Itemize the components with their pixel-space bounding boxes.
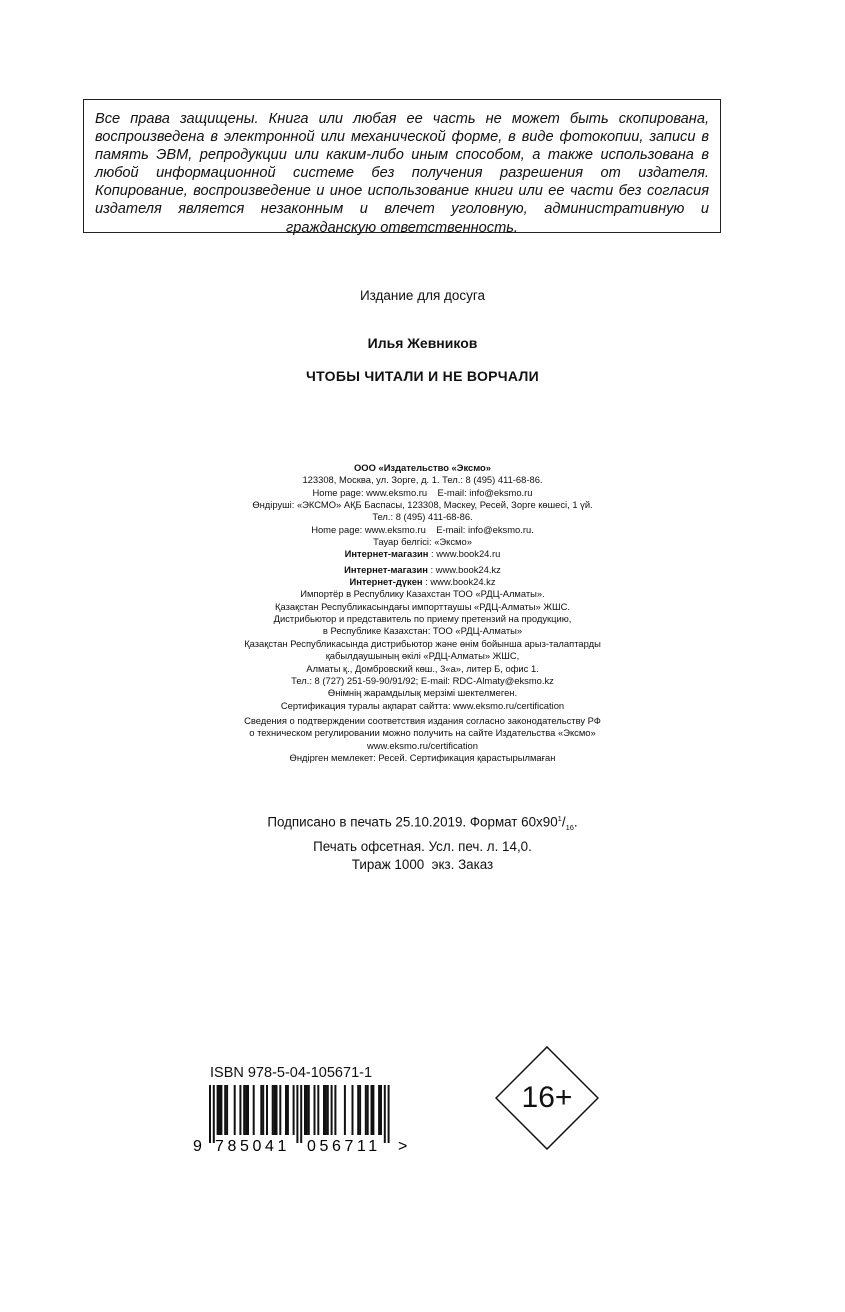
- barcode-bar: [243, 1085, 245, 1135]
- barcode-bar: [314, 1085, 316, 1135]
- barcode-guard-bar: [388, 1085, 390, 1143]
- online-shop-ru-value: : www.book24.ru: [428, 548, 501, 560]
- barcode-bar: [378, 1085, 380, 1135]
- barcode-first-digit: 9: [193, 1138, 202, 1155]
- barcode-guard-bar: [213, 1085, 215, 1143]
- print-info-line-3: Тираж 1000 экз. Заказ: [351, 857, 494, 873]
- barcode-bar: [306, 1085, 308, 1135]
- online-shop-kz2: [0, 576, 845, 588]
- edition-type: Издание для досуга: [359, 288, 486, 303]
- barcode-bar: [234, 1085, 236, 1135]
- barcode-bar: [274, 1085, 276, 1135]
- online-shop-kz2-label: Интернет-дүкен: [349, 576, 423, 588]
- barcode-bar: [272, 1085, 274, 1135]
- online-shop-kz-value: : www.book24.kz: [427, 563, 501, 575]
- online-shop-ru-label: Интернет-магазин: [344, 548, 429, 560]
- shelf-life: Өнімнің жарамдылық мерзімі шектелмеген.: [327, 687, 518, 699]
- barcode-bar: [266, 1085, 268, 1135]
- barcode-guard-bar: [384, 1085, 386, 1143]
- kz-producer: Өндіруші: «ЭКСМО» АҚБ Баспасы, 123308, Мәскеу, Ресей, Зорге көшесі, 1 үй.: [252, 499, 593, 511]
- barcode-bar: [279, 1085, 281, 1135]
- age-rating-label: 16+: [521, 1081, 573, 1114]
- barcode-bar: [334, 1085, 336, 1135]
- barcode-bar: [357, 1085, 359, 1135]
- copyright-notice: Все права защищены. Книга или любая ее часть не может быть скопирована, воспроизведена в электронной или механической форме, в виде фотокопии, записи в память ЭВМ, репродукции или каким-либо иным способом, а также использована в любой информационной системе без получения разрешения от издателя. Копирование, воспроизведение и иное использование книги или ее части без согласия издателя является незаконным и влечет уголовную, административную и гражданскую ответственность.: [95, 111, 709, 236]
- format-end: .: [573, 814, 578, 830]
- barcode-bar: [327, 1085, 329, 1135]
- copyright-notice-box: [83, 99, 721, 236]
- imprint-block: [0, 462, 845, 764]
- barcode-bar: [262, 1085, 264, 1135]
- trademark: Тауар белгісі: «Эксмо»: [373, 536, 472, 548]
- barcode-bar: [371, 1085, 373, 1135]
- print-info-line-1: [0, 810, 845, 838]
- barcode-bar: [331, 1085, 333, 1135]
- barcode-bar: [323, 1085, 325, 1135]
- barcode-bar: [367, 1085, 369, 1135]
- isbn-block: [193, 1065, 423, 1165]
- barcode-bar: [226, 1085, 228, 1135]
- isbn-label: ISBN 978-5-04-105671-1: [210, 1065, 373, 1081]
- distributor-kz-line-1: Қазақстан Республикасында дистрибьютор және өнім бойынша арыз-талаптарды: [244, 637, 601, 649]
- kz-phone: Тел.: 8 (495) 411-68-86.: [372, 511, 473, 523]
- barcode-bar: [253, 1085, 255, 1135]
- age-rating-badge: [495, 1046, 599, 1150]
- barcode-bar: [293, 1085, 295, 1135]
- barcode-guard-bar: [296, 1085, 298, 1143]
- barcode-bar: [372, 1085, 374, 1135]
- signed-to-print-text: Подписано в печать 25.10.2019. Формат 60x90: [267, 814, 558, 830]
- almaty-contacts: Тел.: 8 (727) 251-59-90/91/92; E-mail: RDC-Almaty@eksmo.kz: [291, 674, 554, 686]
- barcode-bar: [365, 1085, 367, 1135]
- author-name: Илья Жевников: [367, 335, 478, 351]
- print-info-block: [0, 810, 845, 875]
- barcode-bar: [304, 1085, 306, 1135]
- barcode-right-digits: 056711: [307, 1138, 381, 1155]
- barcode-bar: [245, 1085, 247, 1135]
- barcode-bar: [285, 1085, 287, 1135]
- distributor-kz-line-2: қабылдаушының өкілі «РДЦ-Алматы» ЖШС,: [325, 650, 520, 662]
- importer-ru: Импортёр в Республику Казахстан ТОО «РДЦ-Алматы».: [300, 588, 545, 600]
- print-info-line-2: Печать офсетная. Усл. печ. л. 14,0.: [313, 838, 532, 854]
- barcode-bar: [220, 1085, 222, 1135]
- barcode-bar: [287, 1085, 289, 1135]
- barcode-bar: [359, 1085, 361, 1135]
- barcode-bar: [260, 1085, 262, 1135]
- publisher-name: ООО «Издательство «Эксмо»: [354, 462, 491, 473]
- format-denominator: 16: [565, 823, 574, 833]
- barcode-guard-bar: [300, 1085, 302, 1143]
- barcode-end-mark: >: [398, 1138, 408, 1155]
- barcode-bar: [247, 1085, 249, 1135]
- barcode-bar: [380, 1085, 382, 1135]
- distributor-line-2: в Республике Казахстан: ТОО «РДЦ-Алматы»: [322, 625, 523, 637]
- format-numerator: 1: [557, 814, 562, 823]
- publisher-address: 123308, Москва, ул. Зорге, д. 1. Тел.: 8 (495) 411-68-86.: [302, 474, 543, 486]
- importer-kz: Қазақстан Республикасындағы импорттаушы «РДЦ-Алматы» ЖШС.: [275, 600, 570, 612]
- barcode-bars: [209, 1085, 390, 1143]
- kz-web-email: Home page: www.eksmo.ru E-mail: info@eksmo.ru.: [311, 523, 534, 535]
- distributor-line-1: Дистрибьютор и представитель по приему претензий на продукцию,: [273, 613, 572, 625]
- barcode-bar: [224, 1085, 226, 1135]
- barcode-guard-bar: [209, 1085, 211, 1143]
- book-title: ЧТОБЫ ЧИТАЛИ И НЕ ВОРЧАЛИ: [306, 368, 539, 384]
- barcode-bar: [344, 1085, 346, 1135]
- isbn-barcode: [193, 1085, 423, 1157]
- conformity-line-1: Сведения о подтверждении соответствия издания согласно законодательству РФ: [244, 714, 601, 726]
- country-of-origin: Өндірген мемлекет: Ресей. Сертификация қарастырылмаған: [289, 751, 556, 763]
- certification-kz: Сертификация туралы ақпарат сайтта: www.eksmo.ru/certification: [280, 699, 565, 711]
- barcode-bar: [352, 1085, 354, 1135]
- barcode-bar: [317, 1085, 319, 1135]
- barcode-bar: [239, 1085, 241, 1135]
- almaty-address: Алматы қ., Домбровский көш., 3«а», литер Б, офис 1.: [306, 662, 539, 674]
- online-shop-kz2-value: : www.book24.kz: [422, 576, 496, 588]
- publisher-web-email: Home page: www.eksmo.ru E-mail: info@eksmo.ru: [312, 486, 533, 498]
- online-shop-kz-label: Интернет-магазин: [344, 563, 428, 575]
- barcode-bar: [276, 1085, 278, 1135]
- barcode-bar: [217, 1085, 219, 1135]
- conformity-line-2: о техническом регулировании можно получить на сайте Издательства «Эксмо»: [249, 727, 596, 739]
- format-separator: /: [561, 814, 566, 830]
- barcode-left-digits: 785041: [215, 1138, 290, 1155]
- barcode-bar: [308, 1085, 310, 1135]
- conformity-line-3: www.eksmo.ru/certification: [367, 739, 478, 751]
- barcode-bar: [325, 1085, 327, 1135]
- online-shop-ru: [0, 548, 845, 560]
- barcode-bar: [219, 1085, 221, 1135]
- online-shop-kz: [0, 564, 845, 576]
